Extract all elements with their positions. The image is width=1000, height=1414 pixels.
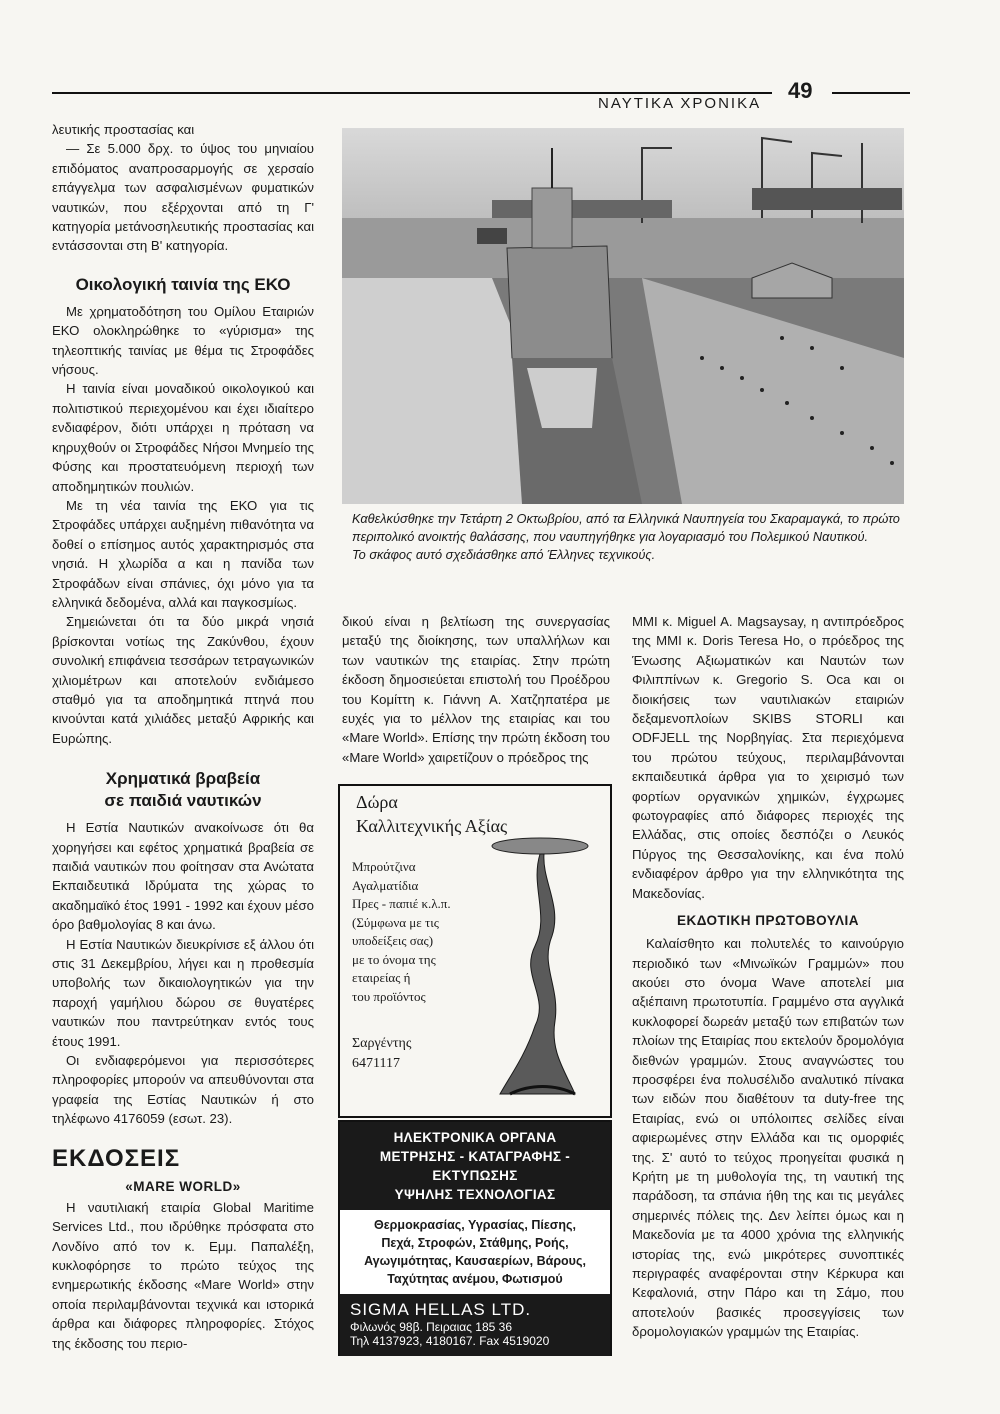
ad-item: του προϊόντος <box>352 988 426 1004</box>
paragraph: Με χρηματοδότηση του Ομίλου Εταιριών ΕΚΟ ολοκληρώθηκε το «γύρισμα» της τηλεοπτικής ταινίας με θέμα τις Στροφάδες νήσους. <box>52 303 314 378</box>
shipyard-photo <box>342 128 904 504</box>
paragraph: λευτικής προστασίας και <box>52 122 195 137</box>
paragraph: ΜΜΙ κ. Miguel A. Magsaysay, η αντιπρόεδρος της ΜΜΙ κ. Doris Teresa Ho, ο πρόεδρος της Ένωσης Αξιωματικών και Ναυτών των Φιλιππίνων κ. Gregorio S. Oca και οι διοικήσεις των ναυτιλιακών εταιριών δεξαμενοπλοίων SKIBS STORLI και ODFJELL της Νορβηγίας. Στα περιεχόμενα του πρώτου τεύχους, περιλαμβάνονται εκπαιδευτικά άρθρα για το χειρισμό των φορτίων οργανικών χημικών, έγχρωμες φωτογραφίες από διάφορες περιοχές της Ελλάδας, στις οποίες δεσπόζει ο Λευκός Πύργος της Θεσσαλονίκης, και ένα πολύ ενδιαφέρον άρθρο για την ελληνικότητα της Μακεδονίας. <box>632 614 904 901</box>
ad-header-line: ΥΨΗΛΗΣ ΤΕΧΝΟΛΟΓΙΑΣ <box>394 1187 556 1202</box>
ad-contact-name: Σαργέντης <box>352 1036 412 1051</box>
paragraph: Οι ενδιαφερόμενοι για περισσότερες πληροφορίες μπορούν να απευθύνονται στα γραφεία της Εστίας Ναυτικών ή στο τηλέφωνο 4176059 (εσωτ. 23). <box>52 1053 314 1127</box>
paragraph: — Σε 5.000 δρχ. το ύψος του μηνιαίου επιδόματος αναπροσαρμογής σε χερσαίο επάγγελμα των ασφαλισμένων φυματικών ναυτικών, που εξέρχονται από τη Γ' κατηγορία μετάνοσηλευτικής προστασίας και εντάσσονται στη Β' κατηγορία. <box>52 141 314 254</box>
header-rule-left <box>52 92 772 94</box>
ad-header-line: ΗΛΕΚΤΡΟΝΙΚΑ ΟΡΓΑΝΑ <box>393 1130 557 1145</box>
paragraph: Σημειώνεται ότι τα δύο μικρά νησιά βρίσκονται νοτίως της Ζακύνθου, έχουν συνολική επιφάνεια τεσσάρων τετραγωνικών χιλιομέτρων και αποτελούν ενδιάμεσο σταθμό για τα αποδημητικά πτηνά που κινούνται κατά χιλιάδες μεταξύ Αφρικής και Ευρώπης. <box>52 614 314 746</box>
paragraph: Η ναυτιλιακή εταιρία Global Maritime Services Ltd., που ιδρύθηκε πρόσφατα στο Λονδίνο από τον κ. Εμμ. Παπαλέξη, κυκλοφόρησε το πρώτο τεύχος της ενημερωτικής έκδοσης «Mare World» στην οποία περιλαμβάνονται τεχνικά και ιστορικά άρθρα και διάφορες πληροφορίες. Στόχος της έκδοσης του περιο- <box>52 1199 314 1351</box>
ad-title: Καλλιτεχνικής Αξίας <box>356 816 508 836</box>
header-rule-right <box>832 92 910 94</box>
ad-header-line: ΜΕΤΡΗΣΗΣ - ΚΑΤΑΓΡΑΦΗΣ - ΕΚΤΥΠΩΣΗΣ <box>379 1149 571 1183</box>
section-heading: Χρηματικά βραβεία <box>105 769 261 789</box>
paragraph: Η ταινία είναι μοναδικού οικολογικού και πολιτιστικού περιεχομένου και έχει ιδιαίτερο ενδιαφέρον, διότι υπάρχει η πρόταση να κηρυχθούν οι Στροφάδες Νήσοι Μνημείο της Φύσης και προστατευόμενη περιοχή των αποδημητικών πουλιών. <box>52 381 314 494</box>
paragraph: Καλαίσθητο και πολυτελές το καινούργιο περιοδικό των «Μινωϊκών Γραμμών» που ακούει στο όνομα Wave αποτελεί μια αξιέπαινη πρωτοτυπία. Γραμμένο στα αγγλικά κυκλοφορεί δωρεάν μεταξύ των επιβατών των πλοίων της Εταιρίας που εκτελούν δρομολόγια διεθνών γραμμών. Στους αναγνώστες του προσφέρει ένα πολυσέλιδο αναλυτικό πίνακα των ειδών που διαθέτουν τα duty-free της Εταιρίας, ενώ οι υπόλοιπες σελίδες είναι αφιερωμένες στην Ελλάδα και τις ομορφιές της. Σ' αυτό το τεύχος προηγείται φυσικά η Κρήτη με τη μυθολογία της, τη ναυτική της παράδοση, τα σπάνια ήθη της και τις μεγάλες σημερινές πόλεις της. Δεν λείπει όμως και η Μακεδονία με τα 4000 χρόνια της ελληνικής ιστορίας της, ενώ μικρότερες συνοπτικές περιγραφές αναφέρονται στην Κέρκυρα και Κεφαλονιά, στην Πάρο και τη Σάμο, που αποτελούν βασικές προσεγγίσεις των δρομολογιακών γραμμών της Εταιρίας. <box>632 936 904 1340</box>
ad-address: Φιλωνός 98β. Πειραιας 185 36 <box>350 1320 513 1334</box>
ad-product-line: Θερμοκρασίας, Υγρασίας, Πίεσης, <box>374 1218 576 1232</box>
paragraph: Η Εστία Ναυτικών διευκρίνισε εξ άλλου ότι στις 31 Δεκεμβρίου, λήγει και η προθεσμία υποβολής των δικαιολογητικών για την παροχή γαμήλιου δώρου σε θυγατέρες ναυτικών που παντρεύτηκαν εντός τους έτους 1991. <box>52 936 314 1049</box>
paragraph: Η Εστία Ναυτικών ανακοίνωσε ότι θα χορηγήσει και εφέτος χρηματικά βραβεία σε παιδιά ναυτικών που φοίτησαν στα Ανώτατα Εκπαιδευτικά Ιδρύματα της χώρας το ακαδημαϊκό έτος 1991 - 1992 και έχουν μέσο όρο βαθμολογίας 8 και άνω. <box>52 820 314 933</box>
ad-company: SIGMA HELLAS LTD. <box>350 1300 532 1319</box>
running-header: ΝΑΥΤΙΚΑ ΧΡΟΝΙΚΑ <box>598 95 762 112</box>
ad-item: εταιρείας ή <box>352 970 411 985</box>
ad-footer <box>340 1294 610 1356</box>
page-number: 49 <box>788 78 813 103</box>
ad-item: με το όνομα της <box>352 951 436 967</box>
ad-phones: Τηλ 4137923, 4180167. Fax 4519020 <box>350 1334 550 1348</box>
ad-item: υποδείξεις σας) <box>352 933 434 948</box>
sub-heading: «MARE WORLD» <box>125 1178 241 1194</box>
advertisement-sigma <box>338 1120 612 1356</box>
paragraph: Με τη νέα ταινία της ΕΚΟ για τις Στροφάδες υπάρχει αυξημένη πιθανότητα να δοθεί ο επίσημος αυτός χαρακτηρισμός στα νησιά. Η χλωρίδα α και η πανίδα των Στροφάδων είναι σπάνιες, όχι μόνο για τα ελληνικά δεδομένα, αλλά και παγκοσμίως. <box>52 497 314 610</box>
ad-product-line: Πεχά, Στροφών, Στάθμης, Ροής, <box>381 1236 569 1250</box>
statuette-icon <box>480 826 600 1106</box>
section-heading: Οικολογική ταινία της ΕΚΟ <box>75 274 291 294</box>
paragraph: δικού είναι η βελτίωση της συνεργασίας μεταξύ της διοίκησης, των υπαλλήλων και των ναυτικών της εταιρίας. Στην πρώτη έκδοση δημοσιεύεται επιστολή του Προέδρου του Κομίττη κ. Γιάννη Α. Χατζηπατέρα με ευχές για το μέλλον της εταιρίας και του «Mare World». Επίσης την πρώτη έκδοση του «Mare World» χαιρετίζουν ο πρόεδρος της <box>342 614 610 765</box>
sub-heading: ΕΚΔΟΤΙΚΗ ΠΡΩΤΟΒΟΥΛΙΑ <box>676 913 860 929</box>
ad-item: Μπρούτζινα <box>352 859 416 874</box>
ad-item-list <box>352 858 451 1006</box>
caption-text: Το σκάφος αυτό σχεδιάσθηκε από Έλληνες τεχνικούς. <box>352 547 656 562</box>
column-middle <box>342 612 610 767</box>
ad-contact-phone: 6471117 <box>352 1056 400 1071</box>
ad-product-list <box>340 1210 610 1294</box>
photo-caption <box>352 510 908 564</box>
ad-title: Δώρα <box>356 792 398 812</box>
ad-item: Πρες - παπιέ κ.λ.π. <box>352 896 451 911</box>
ad-header <box>340 1122 610 1210</box>
caption-text: Καθελκύσθηκε την Τετάρτη 2 Οκτωβρίου, από τα Ελληνικά Ναυπηγεία του Σκαραμαγκά, το πρώτο περιπολικό ανοικτής θαλάσσης, που ναυπηγήθηκε για λογαριασμό του Πολεμικού Ναυτικού. <box>352 511 900 544</box>
ad-item: Αγαλματίδια <box>352 877 419 893</box>
ad-product-line: Αγωγιμότητας, Καυσαερίων, Βάρους, <box>364 1254 586 1268</box>
advertisement-gifts <box>338 784 612 1118</box>
column-right <box>632 612 904 1342</box>
section-title: ΕΚΔΟΣΕΙΣ <box>52 1144 181 1172</box>
section-heading: σε παιδιά ναυτικών <box>104 791 262 811</box>
column-left <box>52 120 314 1353</box>
ad-product-line: Ταχύτητας ανέμου, Φωτισμού <box>387 1272 563 1286</box>
shipyard-illustration <box>342 128 904 504</box>
ad-item: (Σύμφωνα με τις <box>352 914 439 930</box>
